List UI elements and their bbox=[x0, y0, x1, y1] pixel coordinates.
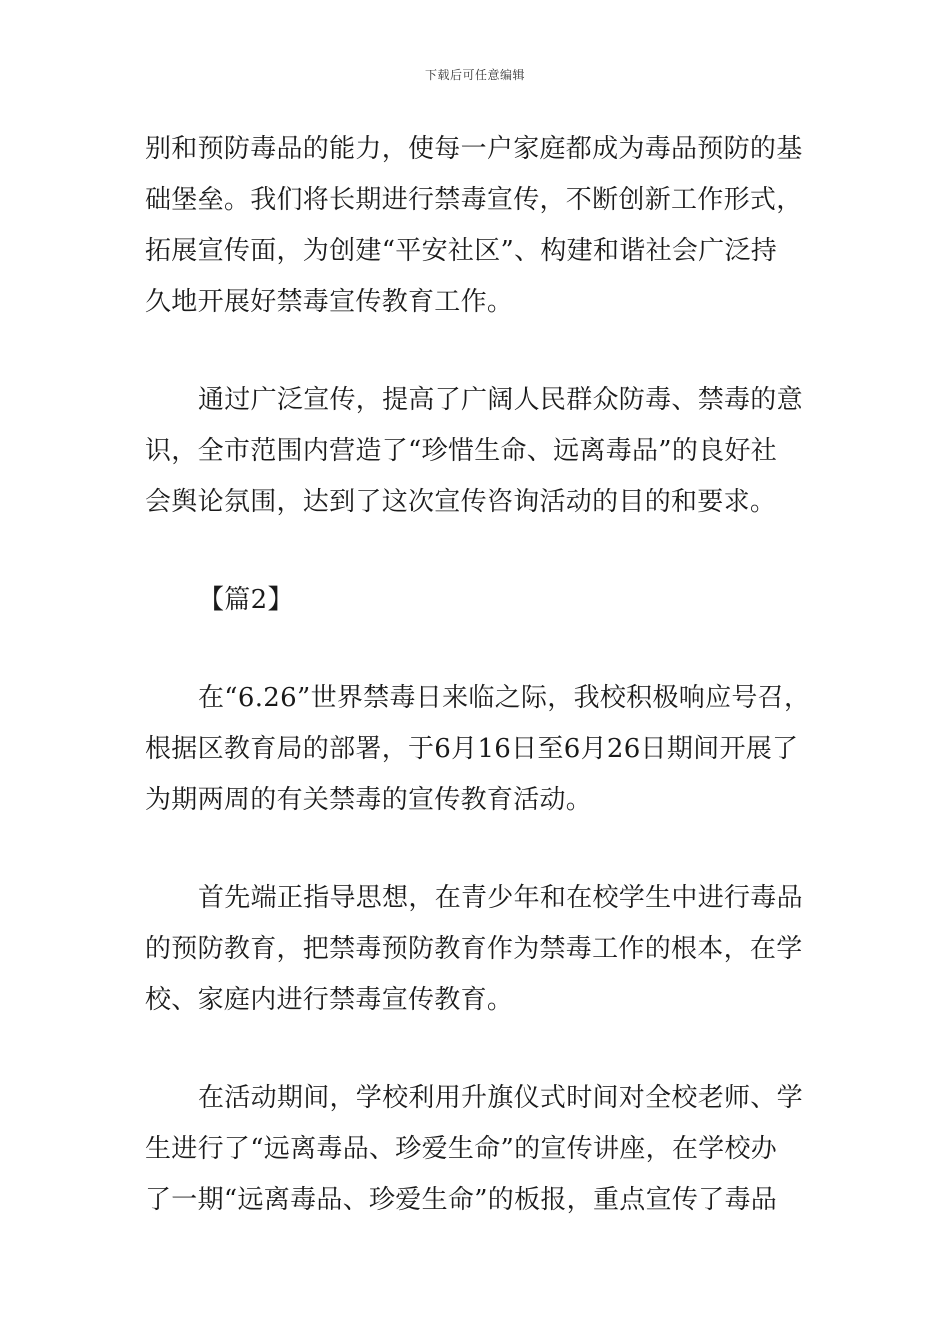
text-line: 的预防教育，把禁毒预防教育作为禁毒工作的根本，在学 bbox=[145, 934, 803, 964]
text-line: 拓展宣传面，为创建“平安社区”、构建和谐社会广泛持 bbox=[145, 236, 778, 266]
page-header-note: 下载后可任意编辑 bbox=[424, 68, 525, 82]
text-line: 在活动期间，学校利用升旗仪式时间对全校老师、学 bbox=[198, 1083, 803, 1113]
paragraph-3 bbox=[145, 673, 810, 826]
paragraph-2 bbox=[145, 375, 810, 528]
section-title: 【篇2】 bbox=[198, 585, 294, 615]
text-line: 久地开展好禁毒宣传教育工作。 bbox=[145, 287, 514, 317]
text-line: 校、家庭内进行禁毒宣传教育。 bbox=[145, 985, 514, 1015]
paragraph-4 bbox=[145, 873, 810, 1026]
text-line: 识，全市范围内营造了“珍惜生命、远离毒品”的良好社 bbox=[145, 436, 778, 466]
text-line: 础堡垒。我们将长期进行禁毒宣传，不断创新工作形式， bbox=[145, 185, 803, 215]
text-line: 在“6.26”世界禁毒日来临之际，我校积极响应号召， bbox=[198, 683, 811, 713]
paragraph-1 bbox=[145, 124, 810, 328]
paragraph-5 bbox=[145, 1073, 810, 1226]
text-line: 会舆论氛围，达到了这次宣传咨询活动的目的和要求。 bbox=[145, 487, 777, 517]
section-heading bbox=[145, 575, 810, 626]
text-line: 根据区教育局的部署，于6月16日至6月26日期间开展了 bbox=[145, 734, 799, 764]
text-line: 别和预防毒品的能力，使每一户家庭都成为毒品预防的基 bbox=[145, 134, 803, 164]
text-line: 了一期“远离毒品、珍爱生命”的板报，重点宣传了毒品 bbox=[145, 1185, 778, 1215]
text-line: 生进行了“远离毒品、珍爱生命”的宣传讲座，在学校办 bbox=[145, 1134, 778, 1164]
text-line: 为期两周的有关禁毒的宣传教育活动。 bbox=[145, 785, 593, 815]
text-line: 通过广泛宣传，提高了广阔人民群众防毒、禁毒的意 bbox=[198, 385, 803, 415]
text-line: 首先端正指导思想，在青少年和在校学生中进行毒品 bbox=[198, 883, 803, 913]
document-body bbox=[145, 124, 810, 1273]
